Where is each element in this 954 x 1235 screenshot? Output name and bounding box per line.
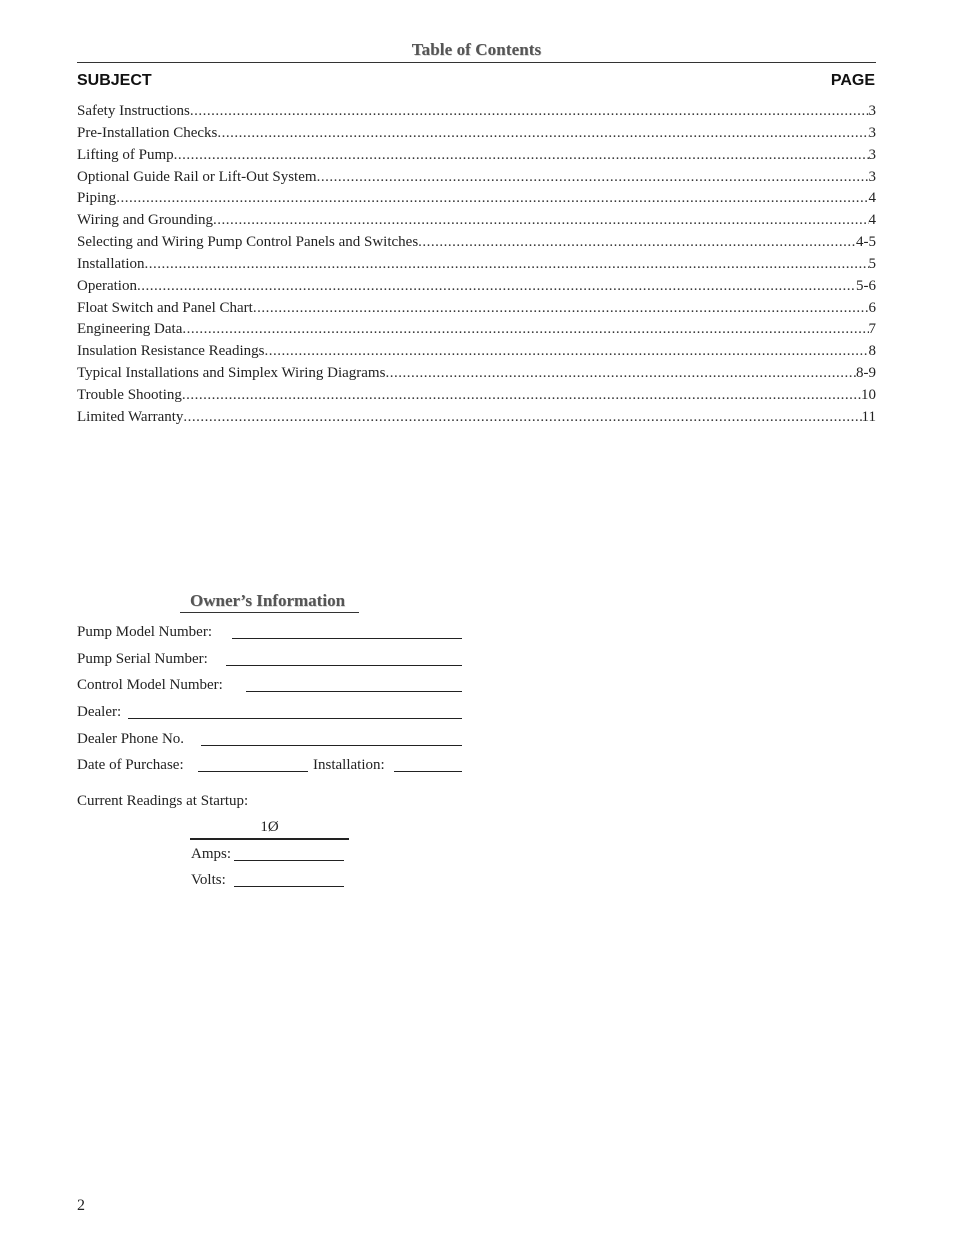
toc-entry-subject: Engineering Data [77, 321, 183, 338]
toc-entry [77, 343, 876, 365]
date-of-purchase-blank[interactable] [198, 771, 308, 772]
toc-entry-leader-dots [183, 409, 861, 426]
toc-entry-subject: Typical Installations and Simplex Wiring Diagrams [77, 365, 386, 382]
toc-entry-leader-dots [182, 321, 868, 338]
toc-entry-page: 4-5 [856, 234, 876, 251]
amps-label: Amps: [191, 846, 232, 862]
toc-entry-page: 5 [868, 255, 876, 272]
toc-title-rule [77, 62, 876, 63]
toc-entry-leader-dots [418, 234, 856, 251]
toc-entry-subject: Pre-Installation Checks [77, 124, 218, 141]
amps-blank[interactable] [234, 860, 344, 861]
phase-rule [190, 838, 349, 840]
toc-entry-page: 11 [861, 408, 876, 425]
toc-entry [77, 387, 876, 409]
toc-entry-leader-dots [317, 169, 869, 186]
toc-entry-subject: Operation [77, 277, 137, 294]
toc-entry [77, 125, 876, 147]
toc-entry [77, 300, 876, 322]
toc-entry-page: 3 [868, 124, 876, 141]
toc-entry-page: 4 [868, 190, 876, 207]
volts-blank[interactable] [234, 886, 344, 887]
toc-entry-subject: Piping [77, 190, 117, 207]
toc-entry-leader-dots [217, 125, 868, 142]
toc-entry [77, 278, 876, 300]
toc-entry-leader-dots [145, 256, 869, 273]
owner-info-title: Owner’s Information [190, 591, 346, 610]
toc-entry-leader-dots [385, 365, 856, 382]
toc-entry-page: 6 [868, 299, 876, 316]
toc-entry [77, 256, 876, 278]
toc-entry [77, 147, 876, 169]
toc-entry-subject: Installation [77, 255, 145, 272]
subject-column-header: SUBJECT [77, 72, 152, 89]
toc-entry-subject: Insulation Resistance Readings [77, 343, 265, 360]
installation-label: Installation: [313, 757, 385, 773]
toc-entry-page: 8-9 [856, 365, 876, 382]
dealer-label: Dealer: [77, 704, 122, 720]
toc-entry-leader-dots [213, 212, 868, 229]
toc-entry-subject: Wiring and Grounding [77, 212, 214, 229]
toc-list [77, 103, 876, 431]
toc-entry [77, 365, 876, 387]
toc-entry-subject: Safety Instructions [77, 103, 190, 119]
toc-entry-page: 3 [868, 146, 876, 163]
toc-entry-leader-dots [137, 278, 856, 295]
toc-entry-subject: Float Switch and Panel Chart [77, 299, 253, 316]
toc-entry-leader-dots [116, 190, 868, 207]
pump-serial-label: Pump Serial Number: [77, 651, 208, 667]
toc-entry-page: 7 [868, 321, 876, 338]
control-model-blank[interactable] [246, 691, 462, 692]
pump-model-label: Pump Model Number: [77, 624, 212, 640]
phase-label: 1Ø [260, 819, 279, 835]
date-of-purchase-label: Date of Purchase: [77, 757, 184, 773]
toc-entry-leader-dots [174, 147, 869, 164]
volts-label: Volts: [191, 872, 226, 888]
owner-info-title-rule [180, 612, 359, 613]
toc-entry-subject: Lifting of Pump [77, 146, 174, 163]
toc-entry [77, 169, 876, 191]
toc-entry [77, 212, 876, 234]
toc-entry-page: 8 [868, 343, 876, 360]
toc-title: Table of Contents [411, 40, 542, 59]
toc-entry-leader-dots [190, 103, 869, 120]
toc-entry-leader-dots [182, 387, 861, 404]
toc-entry-page: 5-6 [856, 277, 876, 294]
toc-entry-subject: Limited Warranty [77, 408, 184, 425]
page-column-header: PAGE [830, 72, 875, 89]
dealer-phone-blank[interactable] [201, 745, 462, 746]
toc-entry-subject: Trouble Shooting [77, 386, 182, 403]
toc-entry-leader-dots [253, 300, 869, 317]
toc-entry-page: 10 [861, 386, 876, 403]
toc-entry [77, 409, 876, 431]
current-readings-label: Current Readings at Startup: [77, 793, 249, 809]
dealer-blank[interactable] [128, 718, 462, 719]
page-number: 2 [77, 1197, 85, 1214]
dealer-phone-label: Dealer Phone No. [77, 731, 185, 747]
toc-entry-page: 3 [868, 103, 876, 119]
toc-entry-subject: Optional Guide Rail or Lift-Out System [77, 168, 317, 185]
toc-entry-subject: Selecting and Wiring Pump Control Panels and Switches [77, 234, 419, 251]
pump-serial-blank[interactable] [226, 665, 462, 666]
toc-entry-page: 4 [868, 212, 876, 229]
toc-entry-leader-dots [264, 343, 868, 360]
toc-entry [77, 234, 876, 256]
installation-blank[interactable] [394, 771, 462, 772]
toc-entry [77, 190, 876, 212]
toc-entry [77, 103, 876, 125]
toc-entry-page: 3 [868, 168, 876, 185]
toc-entry [77, 321, 876, 343]
pump-model-blank[interactable] [232, 638, 462, 639]
control-model-label: Control Model Number: [77, 677, 223, 693]
